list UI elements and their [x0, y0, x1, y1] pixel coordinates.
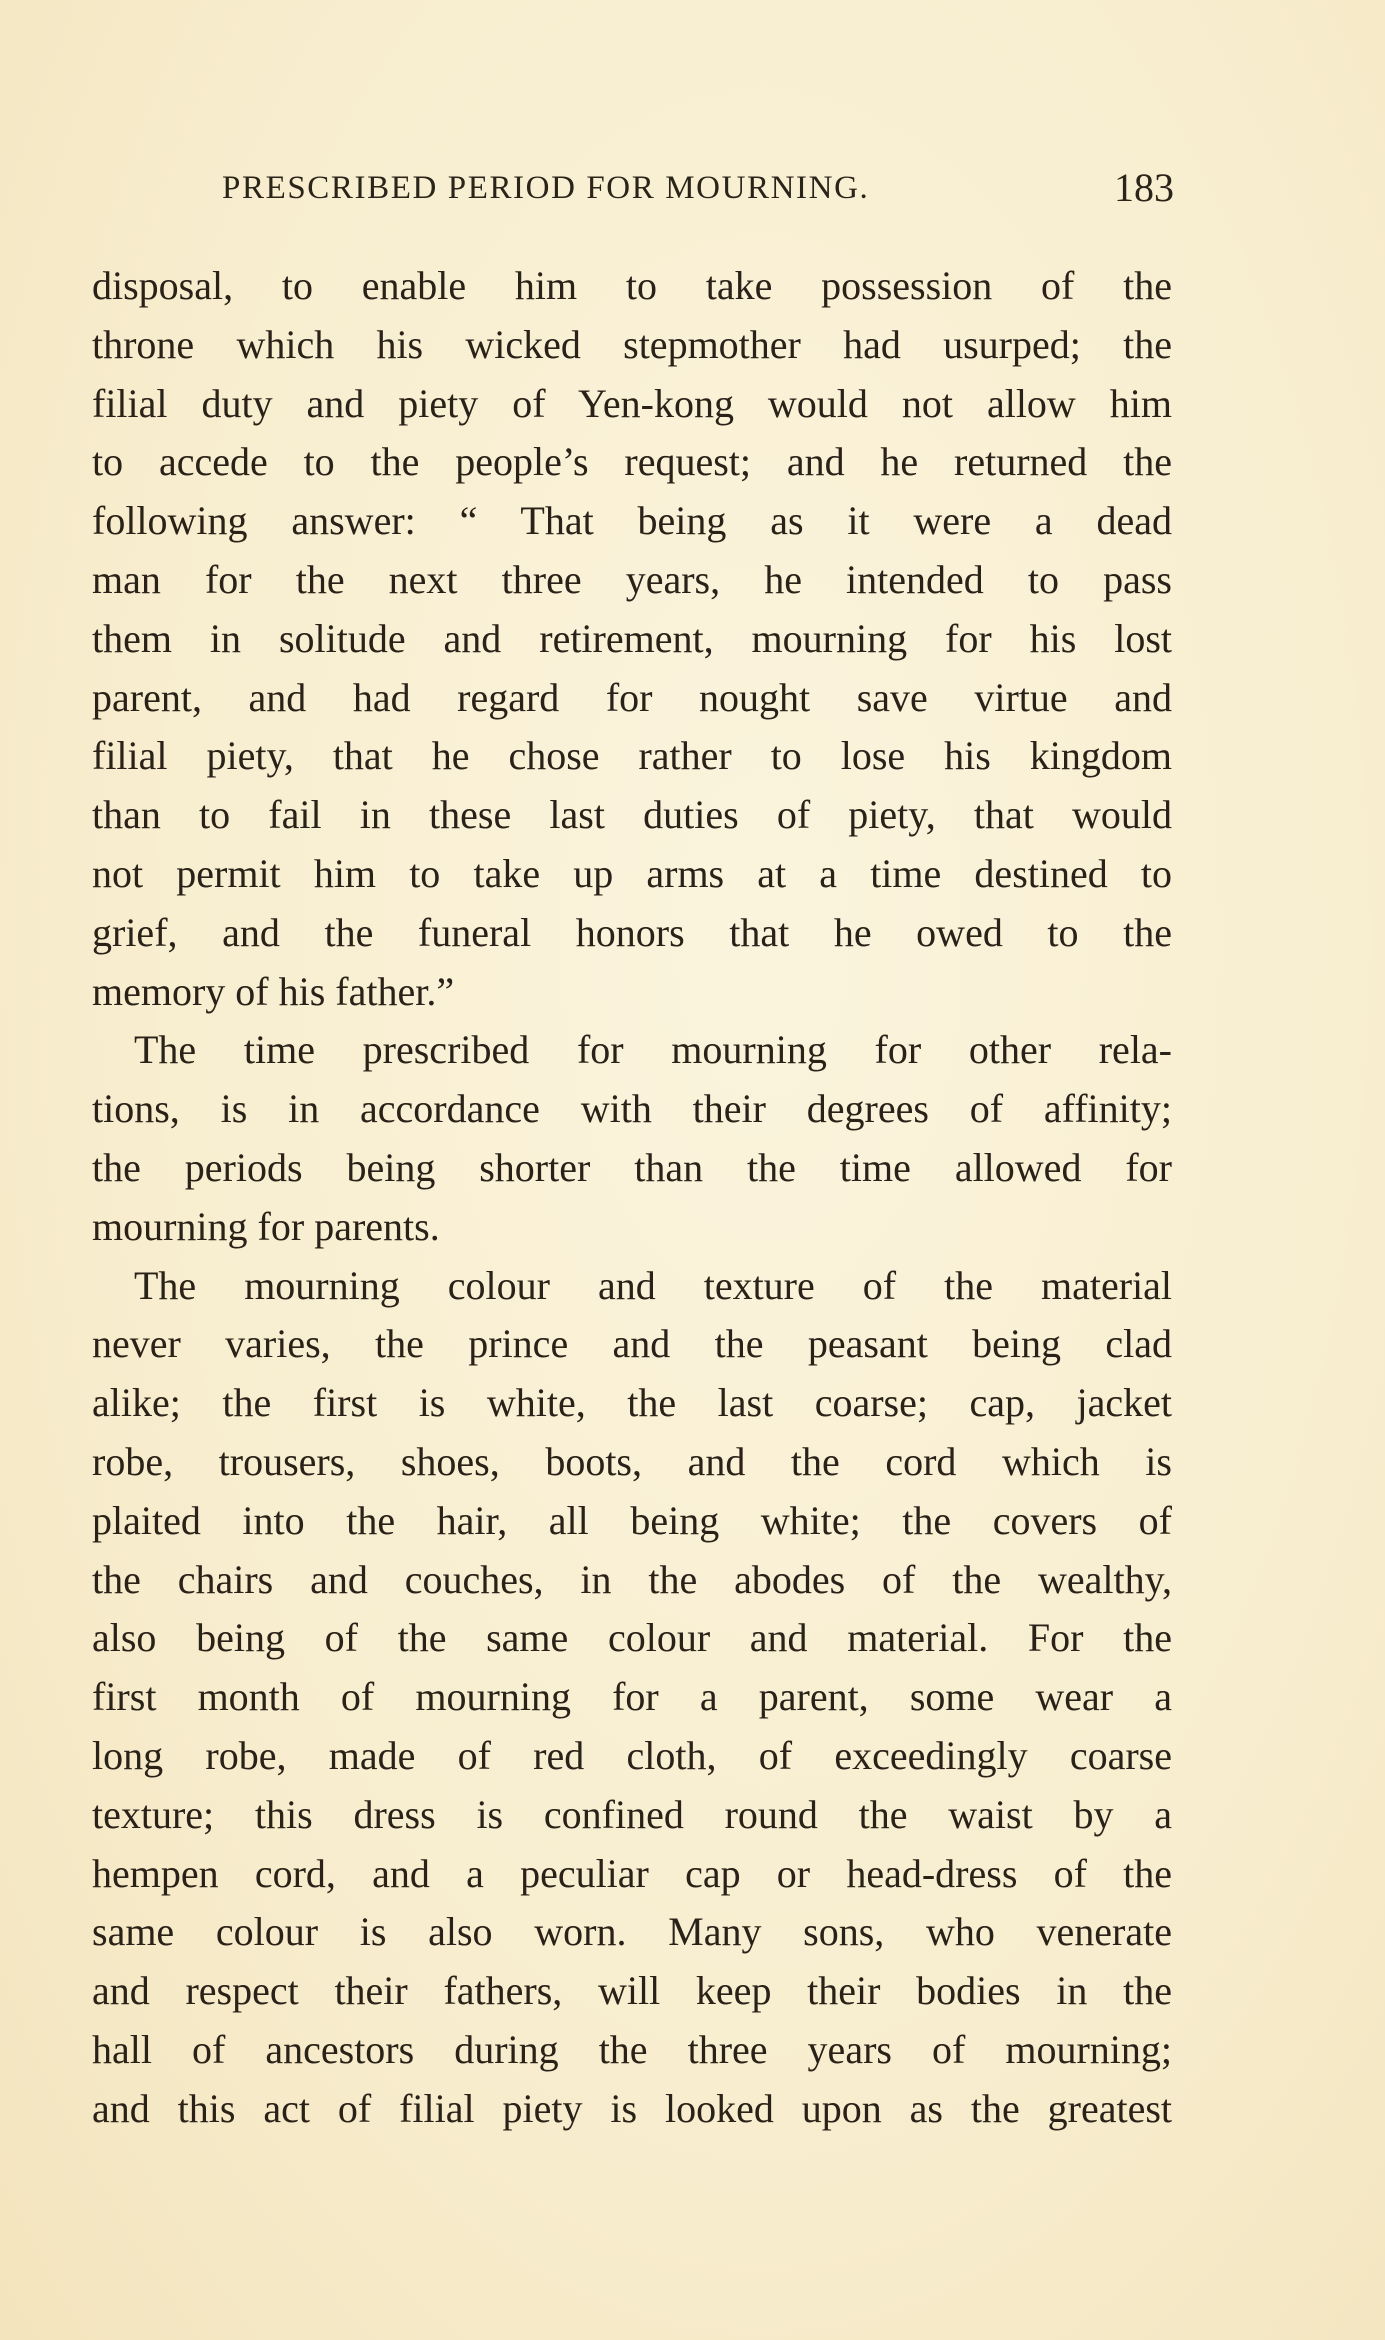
text-line: to accede to the people’s request; and he returned the — [92, 439, 1172, 485]
text-line: same colour is also worn. Many sons, who venerate — [92, 1909, 1172, 1955]
text-line: disposal, to enable him to take possession of the — [92, 263, 1172, 308]
text-line: grief, and the funeral honors that he owed to the — [92, 909, 1172, 955]
text-line: alike; the first is white, the last coarse; cap, jacket — [92, 1380, 1172, 1426]
page-number: 183 — [1114, 165, 1174, 210]
text-line: tions, is in accordance with their degrees of affinity; — [92, 1086, 1172, 1132]
text-line: hall of ancestors during the three years of mourning; — [92, 2026, 1172, 2072]
text-line: memory of his father.” — [92, 968, 455, 1014]
text-line: and this act of filial piety is looked upon as the greatest — [92, 2085, 1172, 2131]
text-line: following answer: “ That being as it were a dead — [92, 498, 1172, 544]
text-line: hempen cord, and a peculiar cap or head-dress of the — [92, 1850, 1172, 1896]
text-line: first month of mourning for a parent, some wear a — [92, 1674, 1172, 1720]
text-line: plaited into the hair, all being white; the covers of — [92, 1497, 1172, 1543]
text-line: man for the next three years, he intended to pass — [92, 556, 1172, 602]
text-line: also being of the same colour and material. For the — [92, 1615, 1172, 1661]
paragraph-start-line: The mourning colour and texture of the material — [134, 1262, 1172, 1308]
text-line: robe, trousers, shoes, boots, and the cord which is — [92, 1438, 1172, 1484]
text-line: texture; this dress is confined round the waist by a — [92, 1791, 1172, 1837]
text-line: the periods being shorter than the time allowed for — [92, 1144, 1172, 1190]
text-line: than to fail in these last duties of piety, that would — [92, 792, 1172, 838]
text-line: long robe, made of red cloth, of exceedingly coarse — [92, 1732, 1172, 1778]
text-line: never varies, the prince and the peasant being clad — [92, 1321, 1172, 1367]
text-line: filial duty and piety of Yen-kong would not allow him — [92, 380, 1172, 426]
text-line: filial piety, that he chose rather to lose his kingdom — [92, 733, 1172, 779]
running-head — [222, 164, 1174, 214]
text-line: and respect their fathers, will keep their bodies in the — [92, 1968, 1172, 2014]
text-line: not permit him to take up arms at a time destined to — [92, 850, 1172, 896]
text-line: throne which his wicked stepmother had usurped; the — [92, 321, 1172, 367]
body-text — [92, 257, 1172, 2139]
paragraph-start-line: The time prescribed for mourning for other rela- — [134, 1027, 1172, 1073]
text-line: parent, and had regard for nought save virtue and — [92, 674, 1172, 720]
running-title: PRESCRIBED PERIOD FOR MOURNING. — [222, 170, 870, 206]
text-line: the chairs and couches, in the abodes of the wealthy, — [92, 1556, 1172, 1602]
text-line: them in solitude and retirement, mourning for his lost — [92, 615, 1172, 661]
text-line: mourning for parents. — [92, 1203, 440, 1249]
